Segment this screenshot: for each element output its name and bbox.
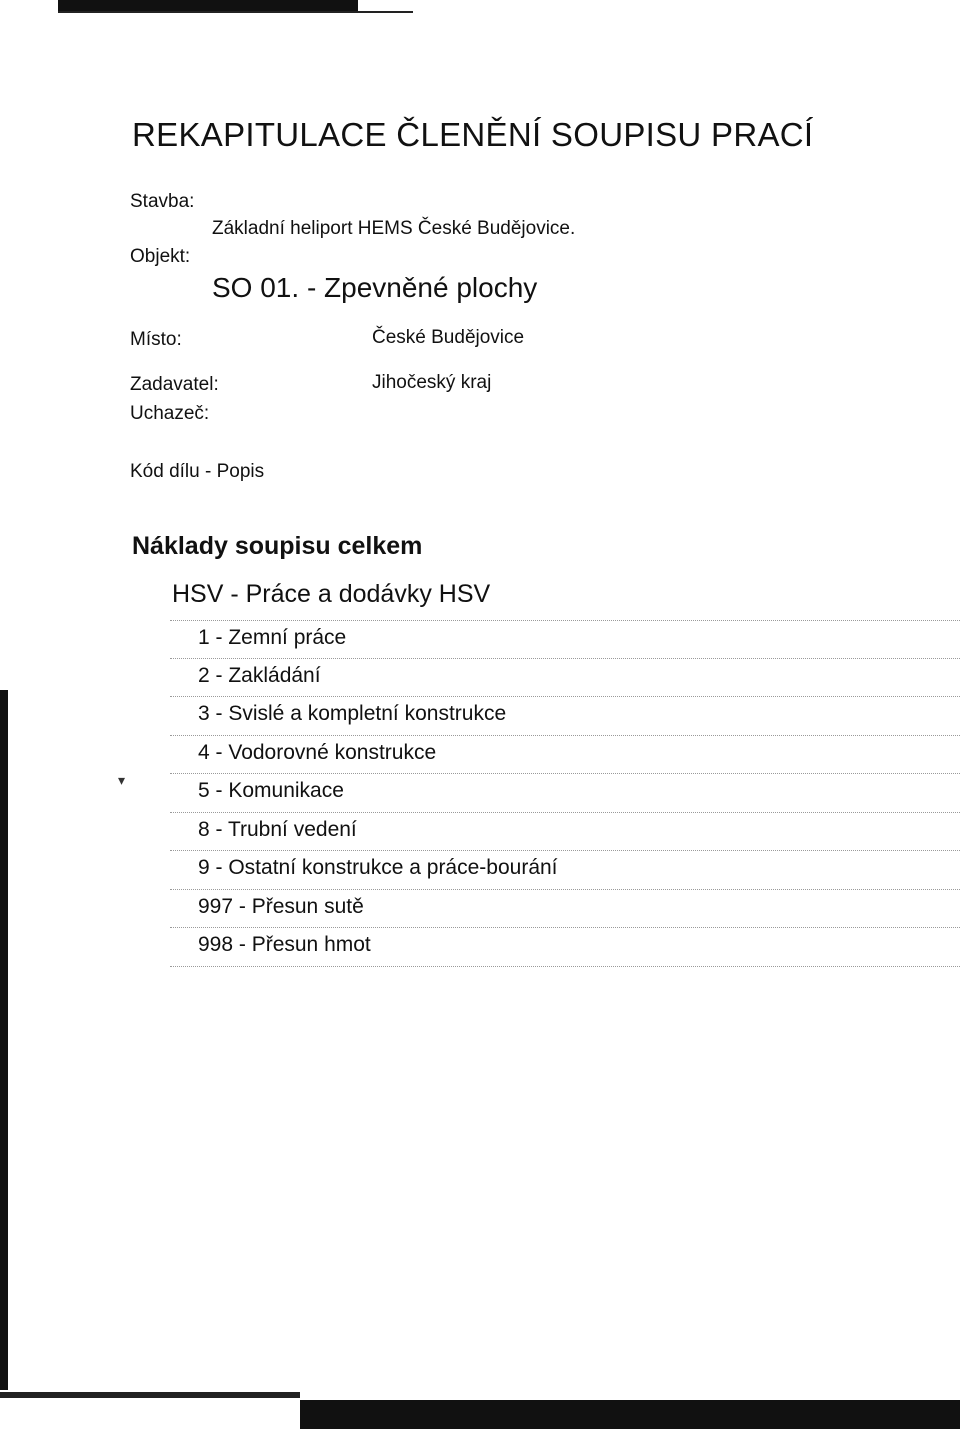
item-list [170,620,960,967]
list-item [170,813,960,852]
list-item-label: 5 - Komunikace [198,779,344,802]
stavba-value: Základní heliport HEMS České Budějovice. [212,218,576,239]
scan-edge-left [0,690,8,1390]
list-item [170,697,960,736]
list-item-label: 998 - Přesun hmot [198,933,371,956]
list-item [170,736,960,775]
list-item-label: 3 - Svislé a kompletní konstrukce [198,702,507,725]
uchazec-label: Uchazeč: [130,403,210,424]
stavba-label: Stavba: [130,191,195,212]
list-item-label: 1 - Zemní práce [198,626,347,649]
page-title: REKAPITULACE ČLENĚNÍ SOUPISU PRACÍ [132,116,814,153]
zadavatel-label: Zadavatel: [130,374,219,395]
group-title: HSV - Práce a dodávky HSV [172,580,491,608]
list-item [170,851,960,890]
list-item-label: 4 - Vodorovné konstrukce [198,740,437,764]
section-title: Náklady soupisu celkem [132,532,423,560]
list-item [170,620,960,659]
objekt-label: Objekt: [130,246,191,267]
column-header: Kód dílu - Popis [130,461,265,482]
list-item-label: 997 - Přesun sutě [198,894,364,918]
list-item-label: 8 - Trubní vedení [198,817,357,841]
scan-edge-bottom-taper [0,1392,300,1398]
scan-speck: ▾ [118,772,126,788]
misto-value: České Budějovice [372,327,525,348]
list-item-label: 9 - Ostatní konstrukce a práce-bourání [198,856,558,879]
misto-label: Místo: [130,329,182,350]
scan-edge-top-line [58,11,413,13]
zadavatel-value: Jihočeský kraj [372,372,492,393]
list-item-label: 2 - Zakládání [198,663,321,687]
scan-edge-bottom [300,1400,960,1429]
list-item [170,774,960,813]
list-item [170,928,960,967]
list-item [170,659,960,698]
objekt-value: SO 01. - Zpevněné plochy [212,272,538,303]
list-item [170,890,960,929]
